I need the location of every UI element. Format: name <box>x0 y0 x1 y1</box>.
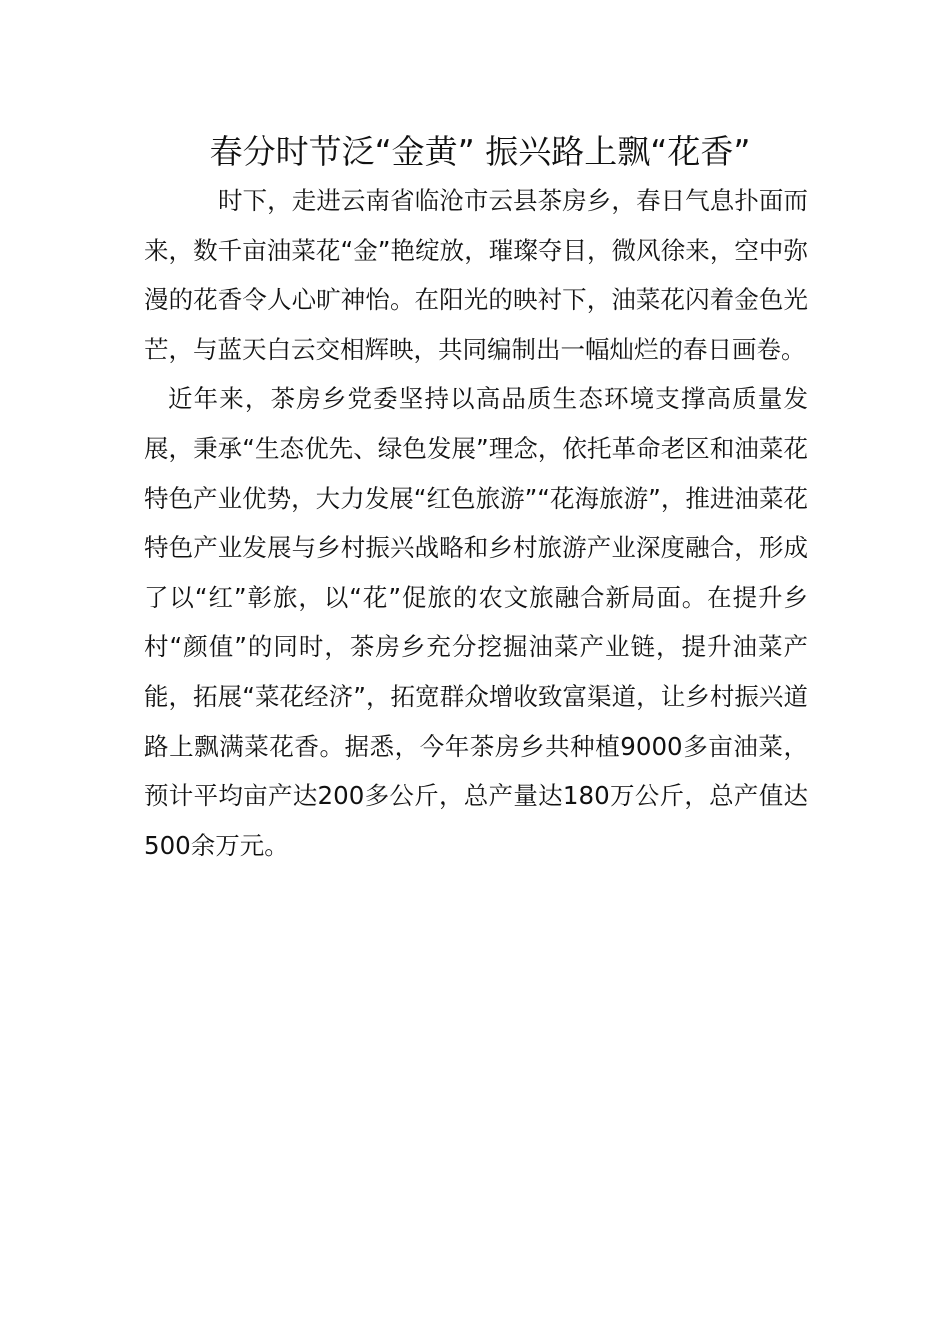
document-body <box>144 176 808 870</box>
document-title: 春分时节泛“金黄” 振兴路上飘“花香” <box>209 132 751 171</box>
body-paragraph-1: 时下，走进云南省临沧市云县茶房乡，春日气息扑面而来，数千亩油菜花“金”艳绽放，璀璨夺目，微风徐来，空中弥漫的花香令人心旷神怡。在阳光的映衬下，油菜花闪着金色光芒，与蓝天白云交相辉映，共同编制出一幅灿烂的春日画卷。 <box>144 186 808 364</box>
body-paragraph-2: 近年来，茶房乡党委坚持以高品质生态环境支撑高质量发展，秉承“生态优先、绿色发展”理念，依托革命老区和油菜花特色产业优势，大力发展“红色旅游”“花海旅游”，推进油菜花特色产业发展与乡村振兴战略和乡村旅游产业深度融合，形成了以“红”彰旅，以“花”促旅的农文旅融合新局面。在提升乡村“颜值”的同时，茶房乡充分挖掘油菜产业链，提升油菜产能，拓展“菜花经济”，拓宽群众增收致富渠道，让乡村振兴道路上飘满菜花香。据悉，今年茶房乡共种植9000多亩油菜，预计平均亩产达200多公斤，总产量达180万公斤，总产值达500余万元。 <box>144 384 808 860</box>
